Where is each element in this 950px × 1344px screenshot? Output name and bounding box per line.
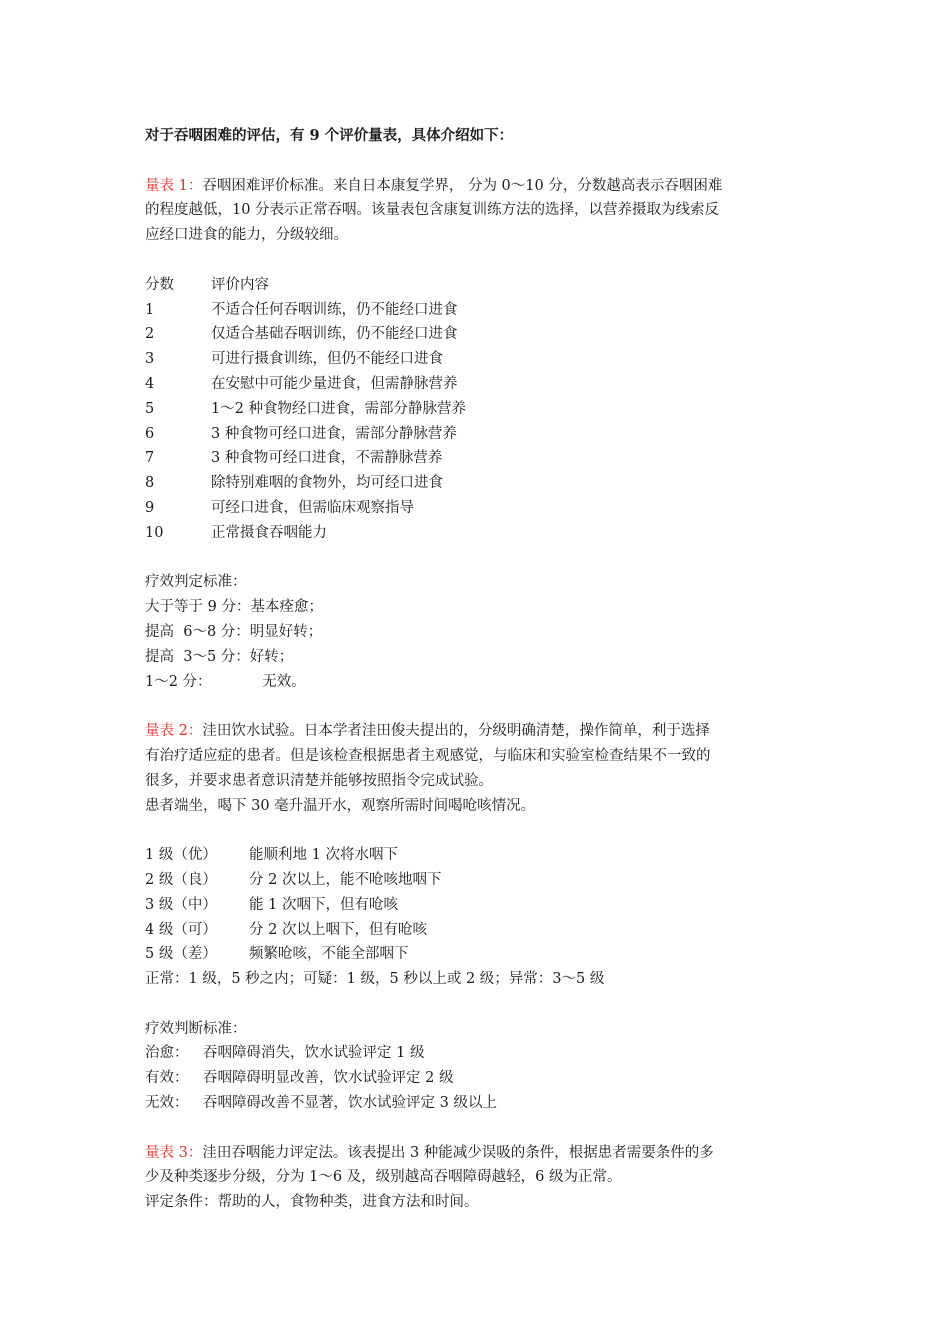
score-cell: 6 xyxy=(145,425,155,442)
content-column-header: 评价内容 xyxy=(211,276,269,293)
score-column-header: 分数 xyxy=(145,276,174,293)
scale2-text-line: 洼田饮水试验。日本学者洼田俊夫提出的，分级明确清楚，操作简单，利于选择 xyxy=(202,723,710,740)
scale1-text-line: 的程度越低，10 分表示正常吞咽。该量表包含康复训练方法的选择，以营养摄取为线索反 xyxy=(145,202,720,219)
score-cell: 5 xyxy=(145,400,155,417)
grade-row xyxy=(145,868,815,893)
grade-label: 5 级（差） xyxy=(145,946,217,963)
table-row xyxy=(145,496,815,521)
scale2-description xyxy=(145,719,815,818)
grade-row xyxy=(145,893,815,918)
spacer xyxy=(145,546,815,571)
criteria-title: 疗效判定标准： xyxy=(145,574,247,591)
table-row xyxy=(145,322,815,347)
scale2-text-line: 有治疗适应症的患者。但是该检查根据患者主观感觉，与临床和实验室检查结果不一致的 xyxy=(145,747,711,764)
scale1-description xyxy=(145,174,815,248)
scale1-label: 量表 1： xyxy=(145,177,203,194)
criteria-item xyxy=(145,1066,815,1091)
criteria-label: 治愈： xyxy=(145,1045,189,1062)
table-row xyxy=(145,347,815,372)
criteria-item: 提高 6～8 分：明显好转； xyxy=(145,623,323,640)
criteria-item: 1～2 分： 无效。 xyxy=(145,673,306,690)
grade-desc: 分 2 次以上，能不呛咳地咽下 xyxy=(249,871,442,888)
grade-desc: 频繁呛咳，不能全部咽下 xyxy=(249,946,409,963)
table-row xyxy=(145,521,815,546)
grade-label: 3 级（中） xyxy=(145,896,217,913)
content-cell: 除特别难咽的食物外，均可经口进食 xyxy=(211,475,443,492)
scale1-criteria xyxy=(145,570,815,694)
criteria-title: 疗效判断标准： xyxy=(145,1020,247,1037)
table-row xyxy=(145,471,815,496)
criteria-desc: 吞咽障碍明显改善，饮水试验评定 2 级 xyxy=(203,1070,454,1087)
scale1-text-line: 应经口进食的能力，分级较细。 xyxy=(145,227,348,244)
score-cell: 4 xyxy=(145,375,155,392)
content-cell: 在安慰中可能少量进食，但需静脉营养 xyxy=(211,375,458,392)
scale2-grades xyxy=(145,843,815,992)
scale3-text-line: 少及种类逐步分级，分为 1～6 及，级别越高吞咽障碍越轻，6 级为正常。 xyxy=(145,1169,622,1186)
scale1-table-header xyxy=(145,273,815,298)
scale3-text-line: 评定条件：帮助的人，食物种类，进食方法和时间。 xyxy=(145,1194,479,1211)
content-cell: 正常摄食吞咽能力 xyxy=(211,524,327,541)
score-cell: 8 xyxy=(145,475,155,492)
spacer xyxy=(145,248,815,273)
table-row xyxy=(145,397,815,422)
content-cell: 3 种食物可经口进食，不需静脉营养 xyxy=(211,450,443,467)
grade-label: 2 级（良） xyxy=(145,871,217,888)
scale2-text-line: 很多，并要求患者意识清楚并能够按照指令完成试验。 xyxy=(145,772,493,789)
spacer xyxy=(145,818,815,843)
score-cell: 1 xyxy=(145,301,155,318)
table-row xyxy=(145,446,815,471)
grade-label: 1 级（优） xyxy=(145,847,217,864)
intro-heading: 对于吞咽困难的评估，有 9 个评价量表，具体介绍如下： xyxy=(145,127,514,144)
criteria-item: 提高 3～5 分：好转； xyxy=(145,648,294,665)
spacer xyxy=(145,149,815,174)
spacer xyxy=(145,992,815,1017)
score-cell: 3 xyxy=(145,351,155,368)
scale2-label: 量表 2： xyxy=(145,723,203,740)
table-row xyxy=(145,372,815,397)
scale3-text-line: 洼田吞咽能力评定法。该表提出 3 种能减少误吸的条件，根据患者需要条件的多 xyxy=(202,1144,714,1161)
criteria-item: 大于等于 9 分：基本痊愈； xyxy=(145,599,323,616)
scale2-criteria xyxy=(145,1017,815,1116)
table-row xyxy=(145,422,815,447)
criteria-desc: 吞咽障碍消失，饮水试验评定 1 级 xyxy=(203,1045,425,1062)
content-cell: 仅适合基础吞咽训练，仍不能经口进食 xyxy=(211,326,458,343)
grade-desc: 能 1 次咽下，但有呛咳 xyxy=(249,896,398,913)
score-cell: 9 xyxy=(145,499,155,516)
score-cell: 10 xyxy=(145,524,164,541)
criteria-item xyxy=(145,1091,815,1116)
scale3-description xyxy=(145,1141,815,1215)
grade-desc: 分 2 次以上咽下，但有呛咳 xyxy=(249,921,427,938)
grade-row xyxy=(145,918,815,943)
spacer xyxy=(145,694,815,719)
grade-summary: 正常：1 级，5 秒之内；可疑：1 级，5 秒以上或 2 级；异常：3～5 级 xyxy=(145,971,605,988)
document-page xyxy=(145,124,815,1215)
scale1-table xyxy=(145,273,815,546)
table-row xyxy=(145,298,815,323)
grade-row xyxy=(145,843,815,868)
grade-label: 4 级（可） xyxy=(145,921,217,938)
score-cell: 2 xyxy=(145,326,155,343)
spacer xyxy=(145,1116,815,1141)
grade-row xyxy=(145,942,815,967)
content-cell: 可经口进食，但需临床观察指导 xyxy=(211,499,414,516)
criteria-desc: 吞咽障碍改善不显著，饮水试验评定 3 级以上 xyxy=(203,1095,497,1112)
criteria-item xyxy=(145,1041,815,1066)
grade-desc: 能顺利地 1 次将水咽下 xyxy=(249,847,398,864)
scale2-text-line: 患者端坐，喝下 30 毫升温开水，观察所需时间喝呛咳情况。 xyxy=(145,797,536,814)
scale3-label: 量表 3： xyxy=(145,1144,203,1161)
criteria-label: 无效： xyxy=(145,1095,189,1112)
content-cell: 不适合任何吞咽训练，仍不能经口进食 xyxy=(211,301,458,318)
score-cell: 7 xyxy=(145,450,155,467)
scale1-text-line: 吞咽困难评价标准。来自日本康复学界， 分为 0～10 分，分数越高表示吞咽困难 xyxy=(202,177,723,194)
content-cell: 可进行摄食训练，但仍不能经口进食 xyxy=(211,351,443,368)
criteria-label: 有效： xyxy=(145,1070,189,1087)
content-cell: 1～2 种食物经口进食，需部分静脉营养 xyxy=(211,400,467,417)
content-cell: 3 种食物可经口进食，需部分静脉营养 xyxy=(211,425,457,442)
